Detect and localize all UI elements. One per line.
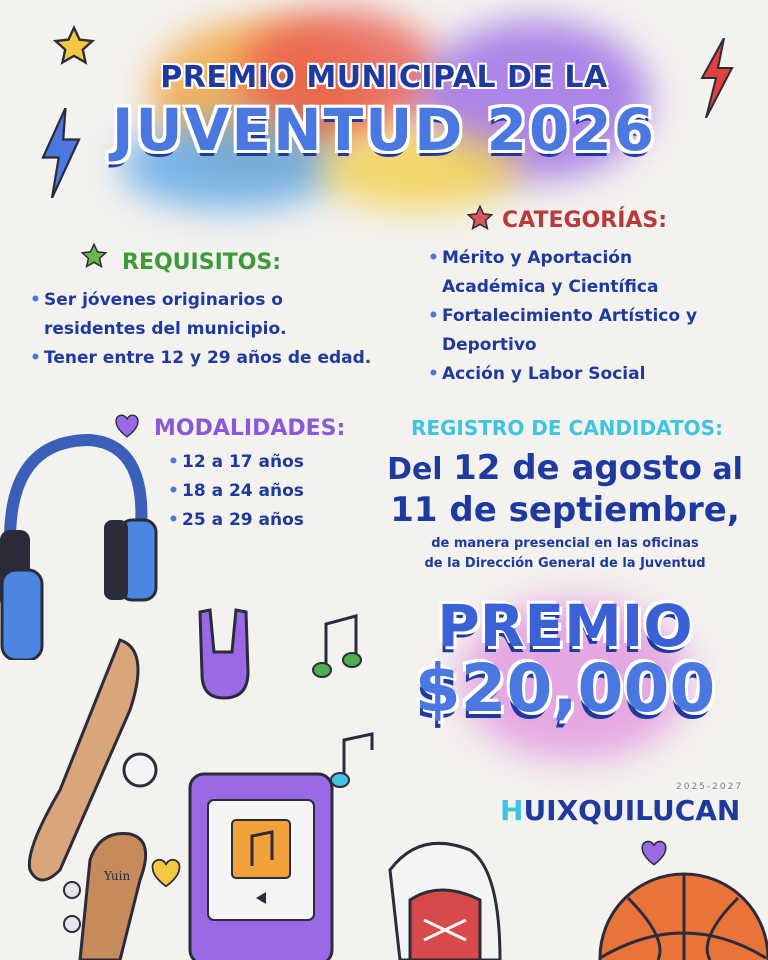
heart-icon — [150, 858, 182, 888]
mp3-player-icon — [186, 770, 336, 960]
star-icon — [80, 242, 108, 270]
registro-start-date: 12 de agosto — [453, 448, 702, 488]
requisitos-list — [30, 286, 390, 373]
registro-line1 — [380, 448, 750, 490]
list-item: • Ser jóvenes originarios o residentes del municipio. — [30, 286, 334, 344]
page-title-top: PREMIO MUNICIPAL DE LA — [160, 60, 608, 95]
list-item: • 25 a 29 años — [168, 506, 368, 535]
huixquilucan-logo — [500, 794, 740, 827]
list-item: • Tener entre 12 y 29 años de edad. — [30, 344, 390, 373]
list-item: • Mérito y Aportación Académica y Científica — [428, 244, 702, 302]
modalidades-heading: MODALIDADES: — [154, 416, 346, 441]
premio-label: PREMIO — [437, 592, 693, 660]
music-note-icon — [330, 730, 380, 790]
list-item: • 12 a 17 años — [168, 448, 368, 477]
premio-amount: $20,000 — [414, 650, 716, 727]
modalidades-list — [168, 448, 368, 535]
star-icon — [466, 204, 494, 232]
music-note-icon — [312, 612, 362, 682]
heart-icon — [640, 840, 668, 866]
list-item: • Fortalecimiento Artístico y Deportivo — [428, 302, 742, 360]
guitar-signature: Yuin — [104, 869, 131, 883]
guitar-headstock-icon — [60, 820, 170, 960]
registro-note — [380, 534, 750, 574]
basketball-icon — [598, 868, 768, 960]
registro-line1-post: al — [712, 452, 743, 487]
logo-name-text: UIXQUILUCAN — [523, 794, 741, 827]
registro-line1-pre: Del — [387, 452, 443, 487]
headphones-icon — [0, 420, 170, 660]
sneaker-icon — [380, 810, 510, 960]
categorias-heading: CATEGORÍAS: — [502, 208, 668, 233]
page-title: JUVENTUD 2026 — [111, 96, 657, 164]
rock-hand-icon — [190, 602, 260, 702]
registro-end-date: 11 de septiembre, — [390, 490, 740, 530]
logo-years: 2025-2027 — [676, 782, 744, 792]
registro-heading: REGISTRO DE CANDIDATOS: — [410, 416, 724, 440]
registro-note-line1: de manera presencial en las oficinas — [431, 536, 699, 551]
list-item: • 18 a 24 años — [168, 477, 368, 506]
requisitos-heading: REQUISITOS: — [122, 250, 282, 275]
categorias-list — [428, 244, 758, 389]
registro-dates — [380, 448, 750, 530]
list-item: • Acción y Labor Social — [428, 360, 758, 389]
logo-letter: H — [500, 794, 524, 827]
registro-note-line2: de la Dirección General de la Juventud — [424, 556, 706, 571]
